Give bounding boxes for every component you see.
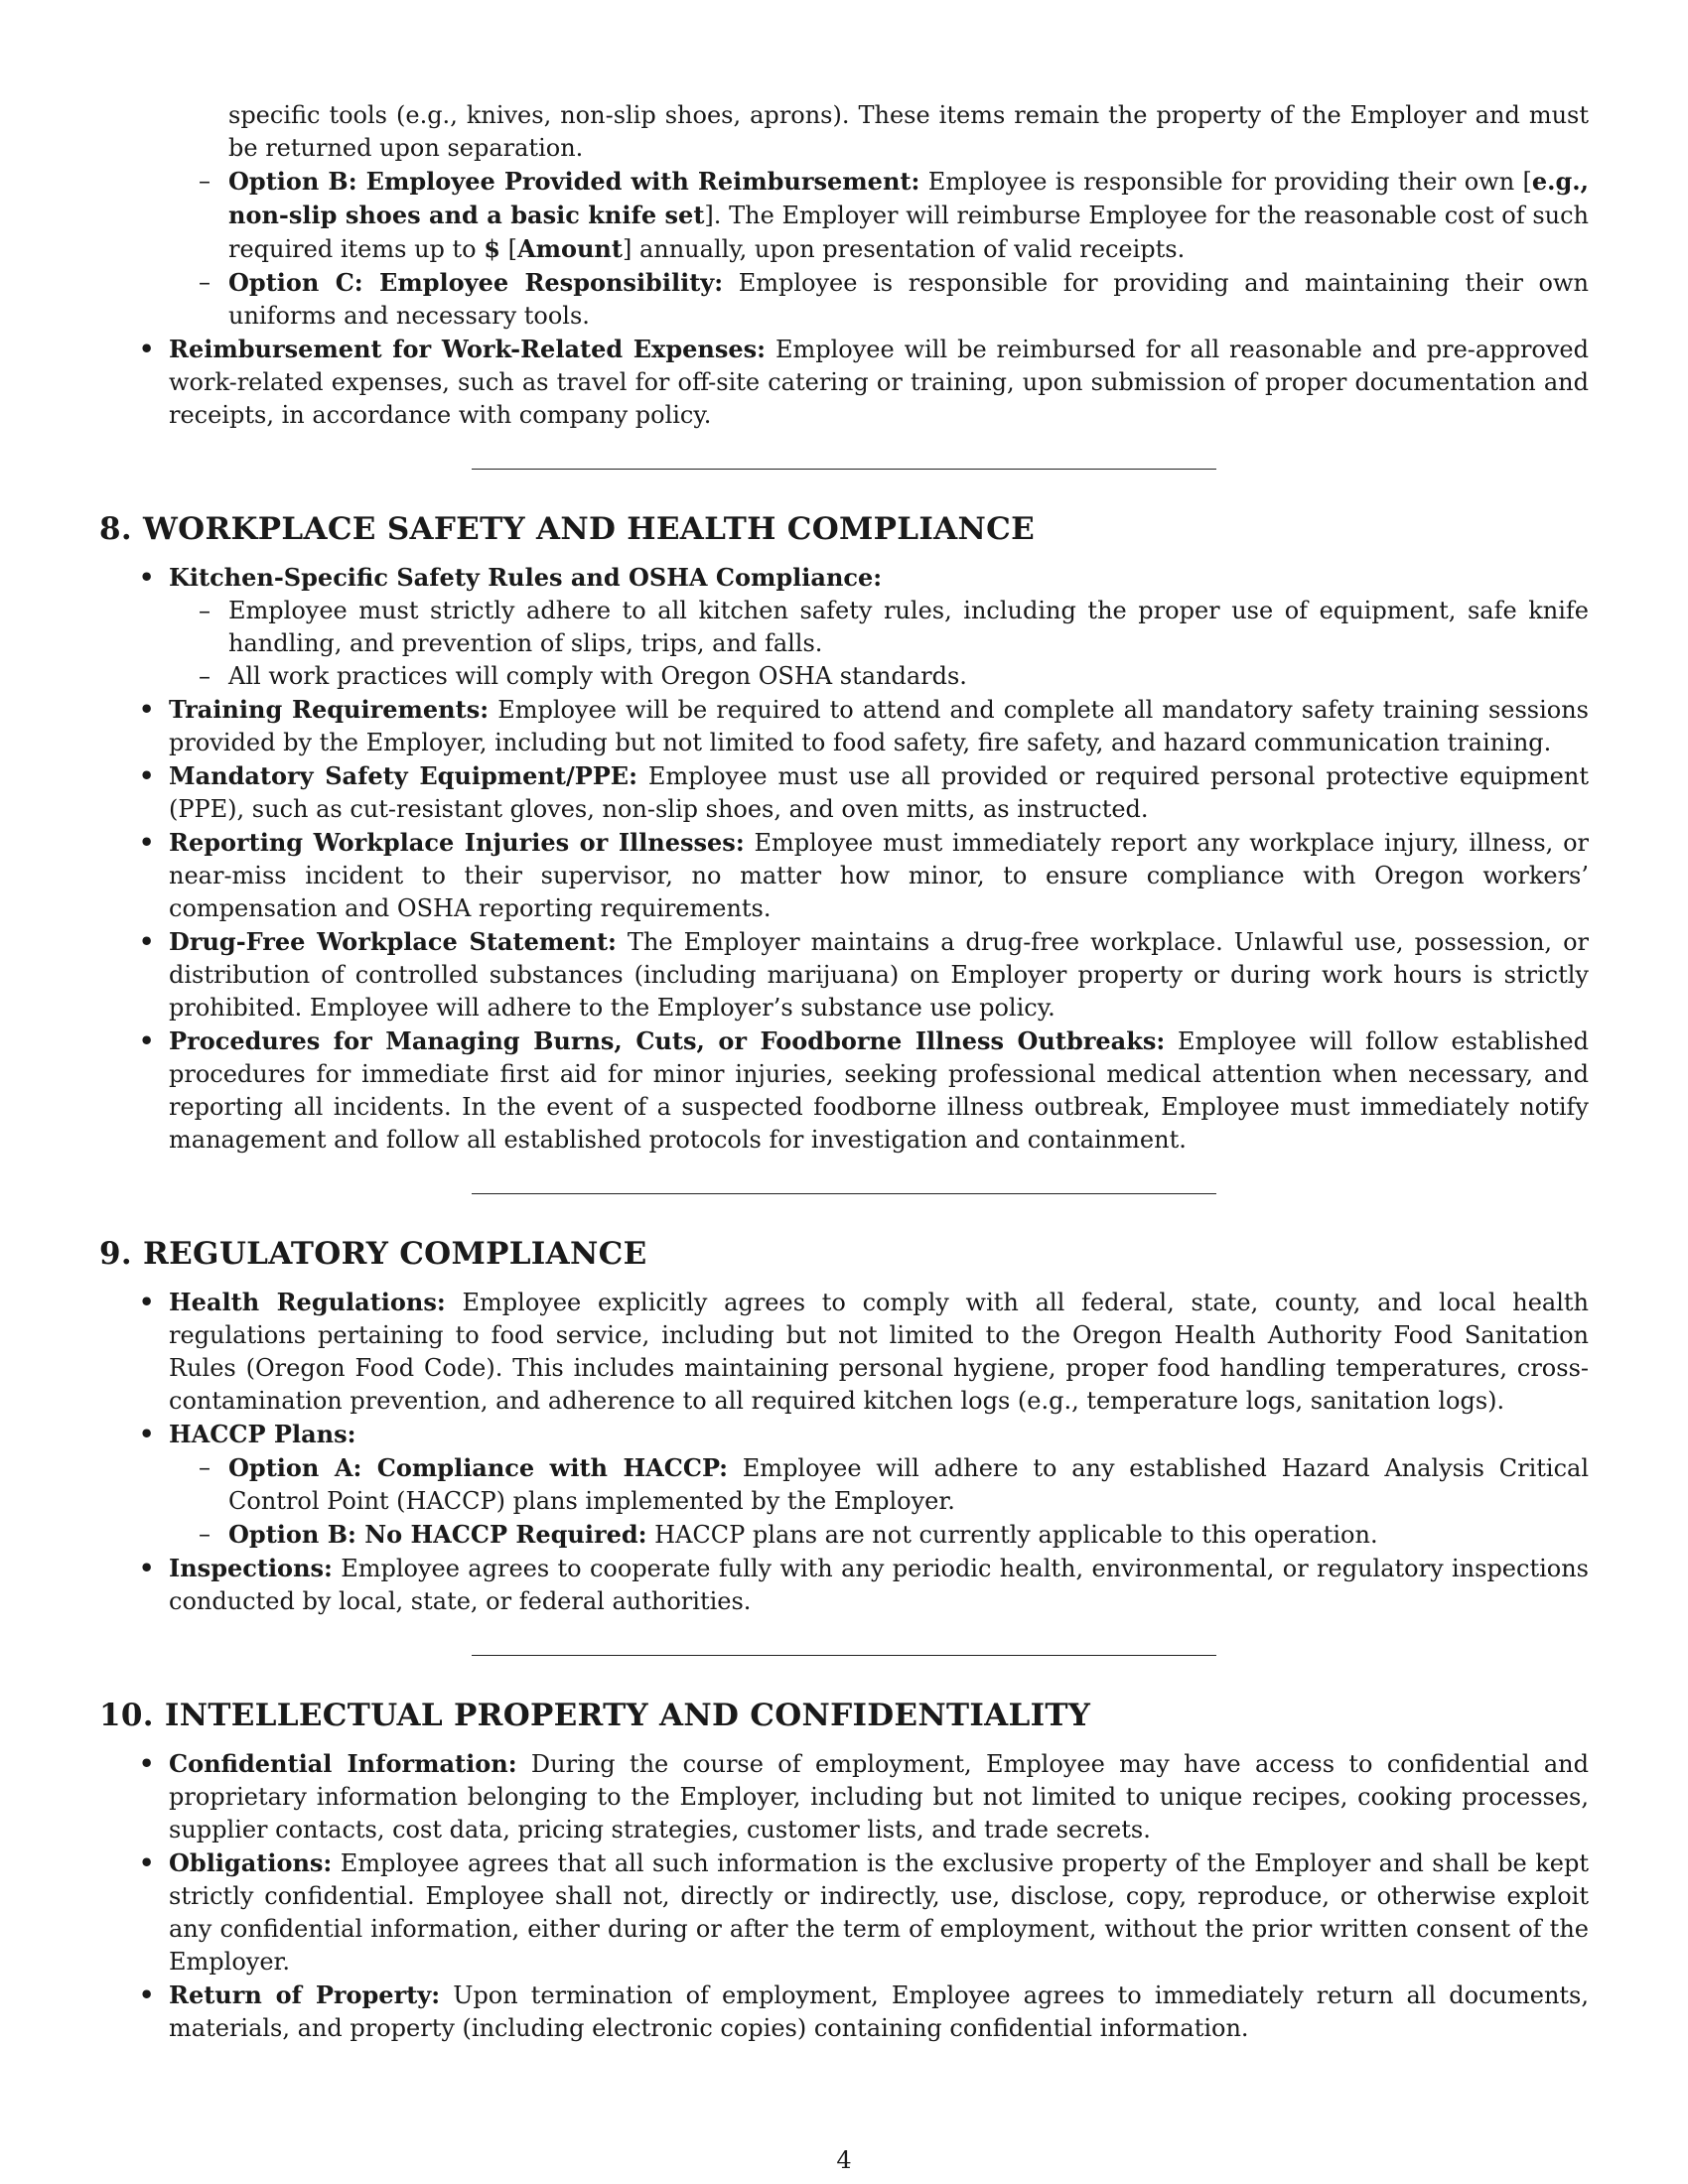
option-a-continuation: specific tools (e.g., knives, non-slip shoes, aprons). These items remain the property of the Employer and must be returned upon separation. [228, 101, 1589, 162]
continued-list [99, 99, 1589, 165]
return-of-property-item: • Return of Property: Upon termination of employment, Employee agrees to immediately return all documents, materials, and property (including electronic copies) containing confidential information. [169, 1979, 1589, 2045]
haccp-item: • HACCP Plans: – Option A: Compliance with HACCP: Employee will adhere to any established Hazard Analysis Critical Control Point (HACCP) plans implemented by the Employer. – Option B: No HACCP Required: HACCP plans are not currently applicable to this operation. [169, 1418, 1589, 1552]
section-8-heading: 8. WORKPLACE SAFETY AND HEALTH COMPLIANCE [99, 511, 1036, 547]
haccp-option-b: – Option B: No HACCP Required: HACCP plans are not currently applicable to this operation. [228, 1518, 1589, 1552]
haccp-sublist [169, 1451, 1589, 1552]
kitchen-safety-sub-1: – Employee must strictly adhere to all kitchen safety rules, including the proper use of equipment, safe knife handling, and prevention of slips, trips, and falls. [228, 595, 1589, 660]
uniform-options-list [99, 165, 1589, 333]
section-9-heading: 9. REGULATORY COMPLIANCE [99, 1236, 647, 1272]
ppe-item: • Mandatory Safety Equipment/PPE: Employee must use all provided or required personal protective equipment (PPE), such as cut-resistant gloves, non-slip shoes, and oven mitts, as instructed. [169, 759, 1589, 826]
option-c-item: – Option C: Employee Responsibility: Employee is responsible for providing and maintaining their own uniforms and necessary tools. [228, 266, 1589, 333]
training-item: • Training Requirements: Employee will be required to attend and complete all mandatory safety training sessions provided by the Employer, including but not limited to food safety, fire safety, and hazard communication training. [169, 693, 1589, 759]
reimbursement-item: • Reimbursement for Work-Related Expenses: Employee will be reimbursed for all reasonable and pre-approved work-related expenses, such as travel for off-site catering or training, upon submission of proper documentation and receipts, in accordance with company policy. [169, 333, 1589, 432]
section-9-list [99, 1286, 1589, 1618]
burns-cuts-item: • Procedures for Managing Burns, Cuts, or Foodborne Illness Outbreaks: Employee will follow established procedures for immediate first aid for minor injuries, seeking professional medical attention when necessary, and reporting all incidents. In the event of a suspected foodborne illness outbreak, Employee must immediately notify management and follow all established protocols for investigation and containment. [169, 1024, 1589, 1157]
haccp-option-a: – Option A: Compliance with HACCP: Employee will adhere to any established Hazard Analysis Critical Control Point (HACCP) plans implemented by the Employer. [228, 1451, 1589, 1518]
kitchen-safety-sub-2: – All work practices will comply with Oregon OSHA standards. [228, 660, 1589, 693]
kitchen-safety-item: • Kitchen-Specific Safety Rules and OSHA Compliance: – Employee must strictly adhere to all kitchen safety rules, including the proper use of equipment, safe knife handling, and prevention of slips, trips, and falls. – All work practices will comply with Oregon OSHA standards. [169, 561, 1589, 693]
drug-free-item: • Drug-Free Workplace Statement: The Employer maintains a drug-free workplace. Unlawful use, possession, or distribution of controlled substances (including marijuana) on Employer property or during work hours is strictly prohibited. Employee will adhere to the Employer’s substance use policy. [169, 925, 1589, 1024]
section-8-list [99, 561, 1589, 1157]
injury-reporting-item: • Reporting Workplace Injuries or Illnesses: Employee must immediately report any workplace injury, illness, or near-miss incident to their supervisor, no matter how minor, to ensure compliance with Oregon workers’ compensation and OSHA reporting requirements. [169, 826, 1589, 925]
section-10-heading: 10. INTELLECTUAL PROPERTY AND CONFIDENTIALITY [99, 1698, 1091, 1733]
inspections-item: • Inspections: Employee agrees to cooperate fully with any periodic health, environmental, or regulatory inspections conducted by local, state, or federal authorities. [169, 1552, 1589, 1618]
section-divider [472, 469, 1216, 470]
obligations-item: • Obligations: Employee agrees that all such information is the exclusive property of the Employer and shall be kept strictly confidential. Employee shall not, directly or indirectly, use, disclose, copy, reproduce, or otherwise exploit any confidential information, either during or after the term of employment, without the prior written consent of the Employer. [169, 1846, 1589, 1979]
option-b-item: – Option B: Employee Provided with Reimbursement: Employee is responsible for providing their own [e.g., non-slip shoes and a basic knife set]. The Employer will reimburse Employee for the reasonable cost of such required items up to $ [Amount] annually, upon presentation of valid receipts. [228, 165, 1589, 266]
confidential-info-item: • Confidential Information: During the course of employment, Employee may have access to confidential and proprietary information belonging to the Employer, including but not limited to unique recipes, cooking processes, supplier contacts, cost data, pricing strategies, customer lists, and trade secrets. [169, 1747, 1589, 1846]
expenses-list [99, 333, 1589, 432]
kitchen-safety-sublist [169, 595, 1589, 693]
health-regulations-item: • Health Regulations: Employee explicitly agrees to comply with all federal, state, county, and local health regulations pertaining to food service, including but not limited to the Oregon Health Authority Food Sanitation Rules (Oregon Food Code). This includes maintaining personal hygiene, proper food handling temperatures, cross-contamination prevention, and adherence to all required kitchen logs (e.g., temperature logs, sanitation logs). [169, 1286, 1589, 1418]
section-10-list [99, 1747, 1589, 2045]
page-number: 4 [836, 2146, 852, 2174]
section-divider [472, 1193, 1216, 1194]
section-divider [472, 1655, 1216, 1656]
